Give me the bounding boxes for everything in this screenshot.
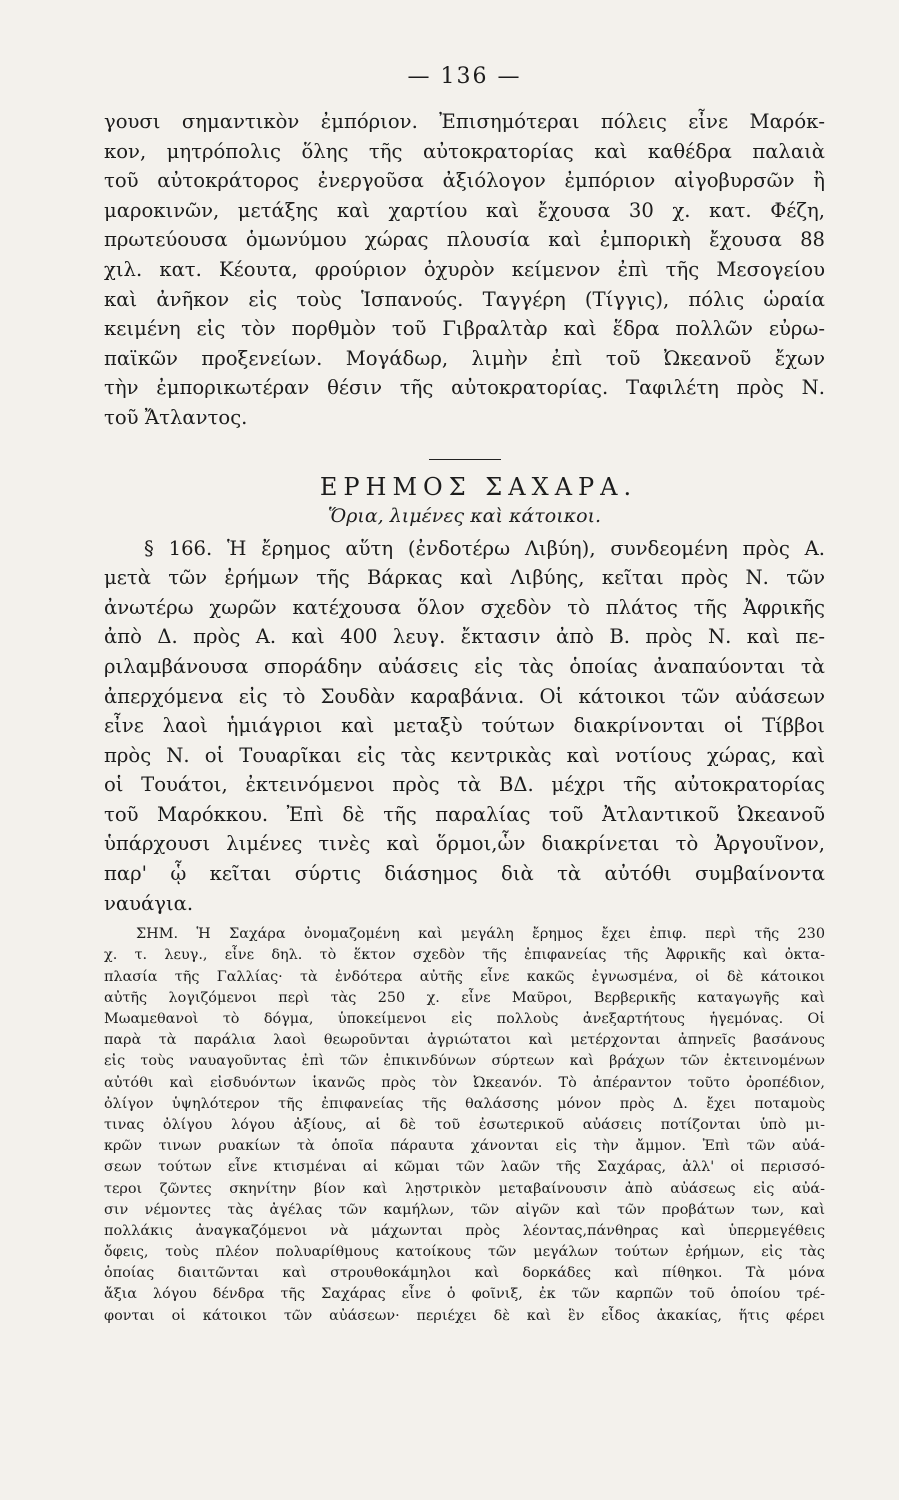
text-line: ριλαμβάνουσα σποράδην αὐάσεις εἰς τὰς ὁποίας ἀναπαύονται τὰ [104, 654, 825, 678]
text-line: ἀπὸ Δ. πρὸς Α. καὶ 400 λευγ. ἔκτασιν ἀπὸ Β. πρὸς Ν. καὶ πε- [104, 625, 825, 649]
note-line: φονται οἱ κάτοικοι τῶν αὐάσεων· περιέχει δὲ καὶ ἓν εἶδος ἀκακίας, ἥτις φέρει [104, 1307, 825, 1324]
text-line: ἀπερχόμενα εἰς τὸ Σουδὰν καραβάνια. Οἱ κάτοικοι τῶν αὐάσεων [104, 684, 825, 708]
section-title: ΕΡΗΜΟΣ ΣΑΧΑΡΑ. [319, 472, 638, 501]
text-line: παρ' ᾧ κεῖται σύρτις διάσημος διὰ τὰ αὐτόθι συμβαίνοντα [104, 862, 825, 886]
text-line: μετὰ τῶν ἐρήμων τῆς Βάρκας καὶ Λιβύης, κεῖται πρὸς Ν. τῶν [104, 566, 825, 590]
text-line: § 166. Ἡ ἔρημος αὕτη (ἐνδοτέρω Λιβύη), συνδεομένη πρὸς Α. [144, 536, 825, 560]
text-line: μαροκινῶν, μετάξης καὶ χαρτίου καὶ ἔχουσα 30 χ. κατ. Φέζη, [104, 198, 825, 222]
note-line: παρὰ τὰ παράλια λαοὶ θεωροῦνται ἀγριώτατοι καὶ μετέρχονται ἀπηνεῖς βασάνους [104, 1032, 825, 1049]
text-line: εἶνε λαοὶ ἡμιάγριοι καὶ μεταξὺ τούτων διακρίνονται οἱ Τίββοι [104, 714, 825, 738]
note-line: πλασία τῆς Γαλλίας· τὰ ἐνδότερα αὐτῆς εἶνε κακῶς ἐγνωσμένα, οἱ δὲ κάτοικοι [104, 968, 825, 985]
text-line: χιλ. κατ. Κέουτα, φρούριον ὀχυρὸν κείμενον ἐπὶ τῆς Μεσογείου [104, 257, 825, 281]
text-line: γουσι σημαντικὸν ἐμπόριον. Ἐπισημότεραι πόλεις εἶνε Μαρόκ- [104, 110, 825, 133]
text-line: τὴν ἐμπορικωτέραν θέσιν τῆς αὐτοκρατορίας. Ταφιλέτη πρὸς Ν. [104, 376, 825, 400]
text-line: καὶ ἀνῆκον εἰς τοὺς Ἱσπανούς. Ταγγέρη (Τίγγις), πόλις ὡραία [104, 287, 825, 311]
note-line: ὁποίας διαιτῶνται καὶ στρουθοκάμηλοι καὶ δορκάδες καὶ πίθηκοι. Τὰ μόνα [104, 1265, 825, 1282]
text-line: πρωτεύουσα ὁμωνύμου χώρας πλουσία καὶ ἐμπορικὴ ἔχουσα 88 [104, 228, 825, 252]
text-line: ὑπάρχουσι λιμένες τινὲς καὶ ὅρμοι,ὧν διακρίνεται τὸ Ἀργουῖνον, [104, 832, 825, 856]
note-line: ΣΗΜ. Ἡ Σαχάρα ὀνομαζομένη καὶ μεγάλη ἔρημος ἔχει ἐπιφ. περὶ τῆς 230 [136, 926, 825, 943]
text-line: κον, μητρόπολις ὅλης τῆς αὐτοκρατορίας καὶ καθέδρα παλαιὰ [104, 139, 825, 163]
note-line: χ. τ. λευγ., εἶνε δηλ. τὸ ἕκτον σχεδὸν τῆς ἐπιφανείας τῆς Ἀφρικῆς καὶ ὀκτα- [104, 947, 825, 964]
text-line: τοῦ αὐτοκράτορος ἐνεργοῦσα ἀξιόλογον ἐμπόριον αἰγοβυρσῶν ἢ [104, 169, 825, 193]
text-line: τοῦ Ἄτλαντος. [104, 405, 248, 429]
note-line: σιν νέμοντες τὰς ἀγέλας τῶν καμήλων, τῶν αἰγῶν καὶ τῶν προβάτων των, καὶ [104, 1201, 825, 1218]
note-line: αὐτῆς λογιζόμενοι περὶ τὰς 250 χ. εἶνε Μαῦροι, Βερβερικῆς καταγωγῆς καὶ [104, 989, 825, 1006]
note-line: πολλάκις ἀναγκαζόμενοι νὰ μάχωνται πρὸς λέοντας,πάνθηρας καὶ ὑπερμεγέθεις [104, 1222, 825, 1239]
note-line: Μωαμεθανοὶ τὸ δόγμα, ὑποκείμενοι εἰς πολλοὺς ἀνεξαρτήτους ἡγεμόνας. Οἱ [104, 1011, 825, 1027]
note-line: εἰς τοὺς ναυαγοῦντας ἐπὶ τῶν ἐπικινδύνων σύρτεων καὶ βράχων τῶν ἐκτεινομένων [104, 1053, 825, 1070]
section-subtitle: Ὅρια, λιμένες καὶ κάτοικοι. [327, 504, 602, 527]
note-line: ὀλίγον ὑψηλότερον τῆς ἐπιφανείας τῆς θαλάσσης μόνον πρὸς Δ. ἔχει ποταμοὺς [104, 1095, 825, 1112]
text-line: ναυάγια. [104, 891, 194, 915]
note-line: τινας ὀλίγου λόγου ἀξίους, αἱ δὲ τοῦ ἐσωτερικοῦ αὐάσεις ποτίζονται ὑπὸ μι- [104, 1116, 825, 1133]
text-line: παϊκῶν προξενείων. Μογάδωρ, λιμὴν ἐπὶ τοῦ Ὠκεανοῦ ἔχων [104, 346, 825, 370]
note-line: ὄφεις, τοὺς πλέον πολυαρίθμους κατοίκους τῶν μεγάλων τούτων ἐρήμων, εἰς τὰς [104, 1244, 825, 1261]
text-line: πρὸς Ν. οἱ Τουαρῖκαι εἰς τὰς κεντρικὰς καὶ νοτίους χώρας, καὶ [104, 743, 825, 767]
text-line: οἱ Τουάτοι, ἐκτεινόμενοι πρὸς τὰ ΒΔ. μέχρι τῆς αὐτοκρατορίας [104, 773, 825, 797]
text-line: τοῦ Μαρόκκου. Ἐπὶ δὲ τῆς παραλίας τοῦ Ἀτλαντικοῦ Ὠκεανοῦ [104, 802, 825, 826]
note-line: τεροι ζῶντες σκηνίτην βίον καὶ λῃστρικὸν μεταβαίνουσιν ἀπὸ αὐάσεως εἰς αὐά- [104, 1180, 825, 1197]
note-line: αὐτόθι καὶ εἰσδυόντων ἱκανῶς πρὸς τὸν Ὠκεανόν. Τὸ ἀπέραντον τοῦτο ὀροπέδιον, [104, 1074, 825, 1091]
page-number: — 136 — [407, 64, 522, 89]
text-line: ἀνωτέρω χωρῶν κατέχουσα ὅλον σχεδὸν τὸ πλάτος τῆς Ἀφρικῆς [104, 595, 825, 619]
top-paragraph [104, 107, 825, 433]
note-line: ἄξια λόγου δένδρα τῆς Σαχάρας εἶνε ὁ φοῖνιξ, ἐκ τῶν καρπῶν τοῦ ὁποίου τρέ- [104, 1286, 825, 1303]
note-line: κρῶν τινων ρυακίων τὰ ὁποῖα πάραυτα χάνονται εἰς τὴν ἄμμον. Ἐπὶ τῶν αὐά- [104, 1138, 825, 1155]
note-line: σεων τούτων εἶνε κτισμέναι αἱ κῶμαι τῶν λαῶν τῆς Σαχάρας, ἀλλ' οἱ περισσό- [104, 1159, 825, 1176]
section-divider [429, 459, 501, 460]
section-paragraph [104, 534, 825, 919]
footnote-block [104, 924, 825, 1327]
text-line: κειμένη εἰς τὸν πορθμὸν τοῦ Γιβραλτὰρ καὶ ἕδρα πολλῶν εὐρω- [104, 317, 825, 341]
